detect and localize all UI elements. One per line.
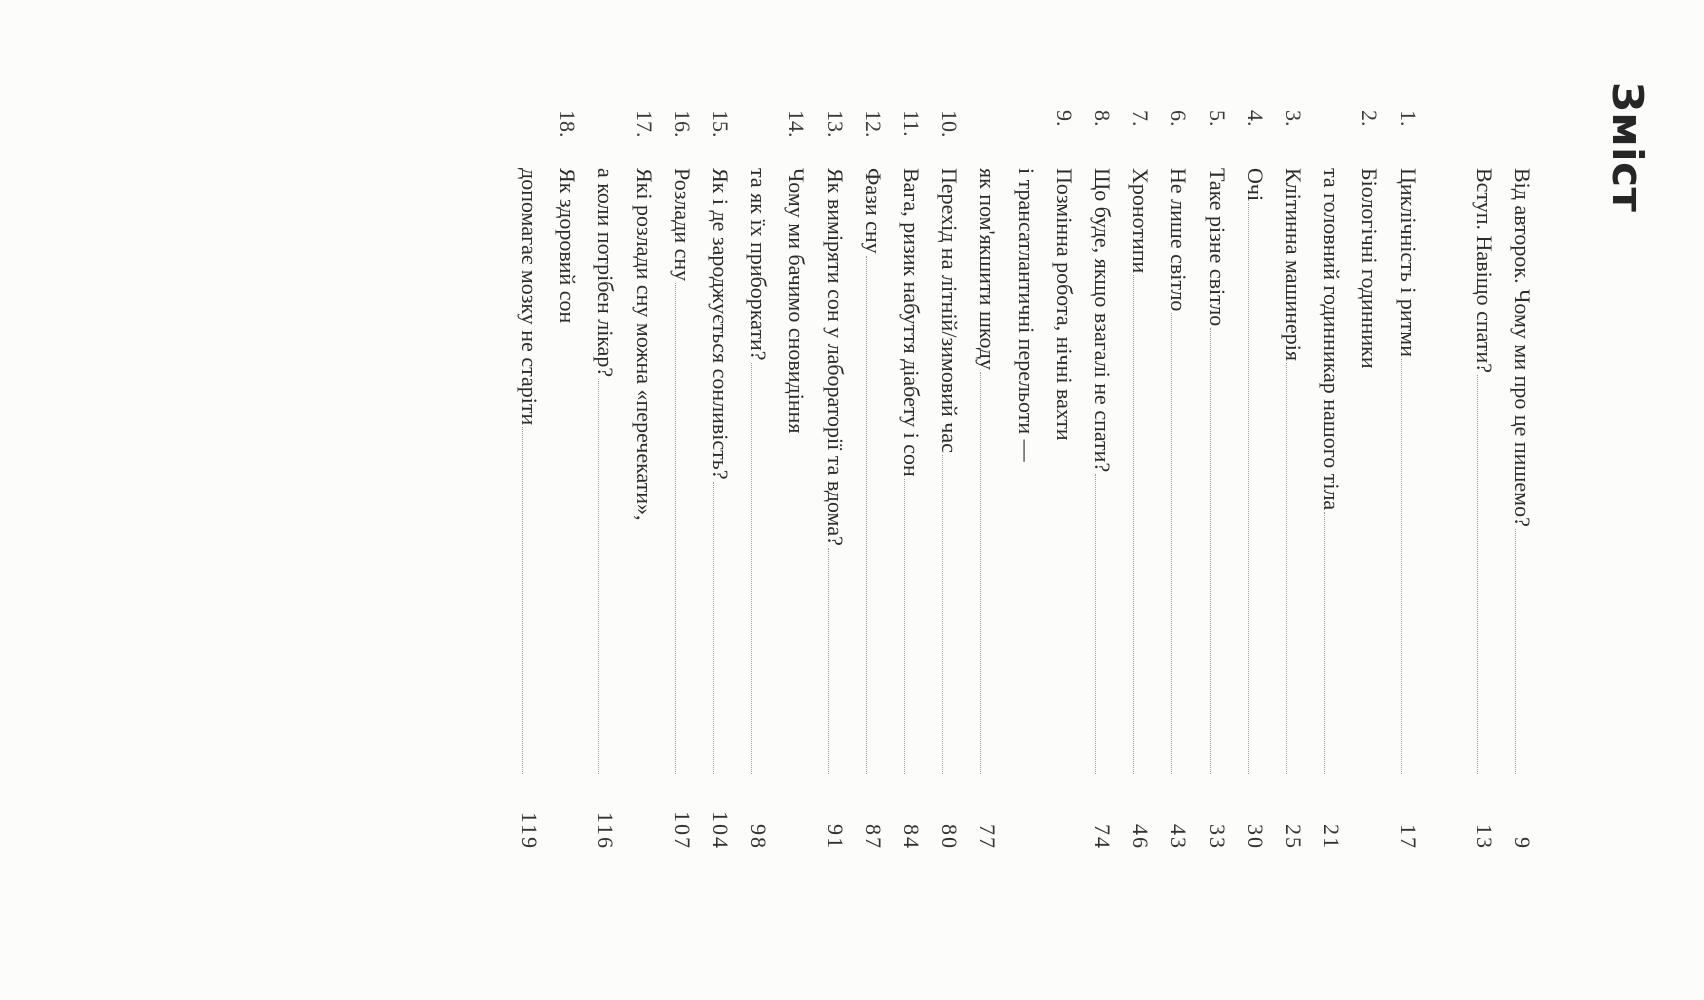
dot-leader	[1248, 203, 1249, 774]
dot-leader	[1210, 328, 1211, 774]
toc-entry-number: 9.	[1051, 110, 1077, 127]
toc-entry-text: Біологічні годинники	[1357, 168, 1383, 369]
toc-entry-text: Перехід на літній/зимовий час	[937, 168, 963, 453]
toc-entry-page: 116	[593, 811, 619, 850]
toc-entry-line	[1319, 168, 1353, 850]
dot-leader	[942, 455, 943, 774]
dot-leader	[713, 482, 714, 774]
toc-entry-line	[784, 110, 818, 850]
page-title: Зміст	[1603, 82, 1652, 213]
dot-leader	[1171, 313, 1172, 774]
toc-entry-page: 30	[1242, 824, 1268, 850]
toc-entry-page: 9	[1510, 837, 1535, 850]
dot-leader	[980, 372, 981, 774]
toc-entry-line	[1014, 168, 1048, 850]
toc-entry-page: 119	[517, 811, 542, 850]
toc-entry-line	[1128, 110, 1162, 850]
dot-leader	[522, 427, 523, 774]
dot-leader	[1401, 359, 1402, 774]
toc-entry-page: 91	[822, 824, 848, 850]
toc-entry-number: 3.	[1281, 110, 1306, 127]
toc-entry-line	[899, 110, 933, 850]
toc-entry-page: 25	[1281, 824, 1306, 850]
toc-entry-text: Вага, ризик набуття діабету і сон	[899, 168, 924, 477]
toc-entry-line	[593, 168, 627, 850]
toc-entry-text: та як їх приборкати?	[746, 168, 772, 361]
toc-entry-text: Які розлади сну можна «перечекати»,	[631, 168, 657, 521]
dot-leader	[1477, 375, 1478, 774]
toc-entry-line	[1090, 110, 1124, 850]
toc-entry-text: Як здоровий сон	[555, 168, 581, 324]
toc-entry-text: Як виміряти сон у лабораторії та вдома?	[822, 168, 848, 546]
toc-entry-text: Вступ. Навіщо спати?	[1471, 168, 1497, 374]
toc-entry-number: 13.	[822, 110, 848, 138]
toc-entry-page: 80	[937, 824, 963, 850]
toc-entry-text: Хронотипи	[1128, 168, 1154, 274]
toc-entry-text: як пом'якшити шкоду	[975, 168, 1001, 371]
toc-entry-line	[746, 168, 780, 850]
toc-entry-number: 2.	[1357, 110, 1383, 127]
toc-entry-page: 77	[975, 824, 1001, 850]
toc-entry-page: 104	[708, 811, 733, 850]
toc-entry-number: 18.	[555, 110, 581, 138]
toc-entry-line	[1357, 110, 1391, 850]
toc-entry-line	[975, 168, 1009, 850]
toc-entry-line	[631, 110, 666, 850]
toc-entry-number: 1.	[1395, 110, 1421, 127]
toc-entry-page: 17	[1395, 824, 1421, 850]
toc-entry-text: Очі	[1242, 168, 1268, 202]
toc-entry-text: Не лише світло	[1166, 168, 1192, 312]
toc-entry-text: допомагає мозку не старіти	[517, 168, 542, 426]
toc-entry-line	[1204, 110, 1239, 850]
dot-leader	[1324, 512, 1325, 774]
toc-entry-line	[1166, 110, 1200, 850]
dot-leader	[598, 379, 599, 774]
toc-entry-line	[1242, 110, 1277, 850]
toc-entry-line	[517, 168, 551, 850]
toc-entry-text: Позмінна робота, нічні вахти	[1051, 168, 1077, 441]
toc-entry-page: 13	[1471, 824, 1497, 850]
dot-leader	[866, 256, 867, 774]
toc-entry-number: 14.	[784, 110, 810, 138]
toc-entry-line	[1395, 110, 1430, 850]
toc-entry-number: 8.	[1090, 110, 1115, 127]
toc-entry-number: 5.	[1204, 110, 1230, 127]
toc-entry-page: 84	[899, 824, 924, 850]
toc-entry-number: 4.	[1242, 110, 1268, 127]
toc-entry-page: 107	[669, 811, 695, 850]
toc-entry-line	[708, 110, 742, 850]
dot-leader	[751, 363, 752, 774]
toc-entry-page: 87	[860, 824, 886, 850]
toc-entry-page: 33	[1204, 824, 1230, 850]
dot-leader	[1515, 529, 1516, 774]
toc-entry-text: Клітинна машинерія	[1281, 168, 1306, 361]
toc-entry-text: Як і де зароджується сонливість?	[708, 168, 733, 480]
dot-leader	[1133, 275, 1134, 774]
toc-list	[0, 110, 1704, 870]
toc-entry-number: 12.	[860, 110, 886, 138]
toc-entry-number: 17.	[631, 110, 657, 138]
dot-leader	[1286, 363, 1287, 774]
toc-entry-page: 21	[1319, 824, 1345, 850]
toc-entry-line	[555, 110, 589, 850]
toc-entry-line	[669, 110, 704, 850]
toc-entry-page: 43	[1166, 824, 1192, 850]
toc-entry-number: 11.	[899, 110, 924, 137]
toc-entry-text: Таке різне світло	[1204, 168, 1230, 327]
toc-entry-text: Що буде, якщо взагалі не спати?	[1090, 168, 1115, 473]
dot-leader	[904, 479, 905, 774]
toc-entry-text: Розлади сну	[669, 168, 695, 282]
dot-leader	[1095, 474, 1096, 774]
toc-entry-page: 46	[1128, 824, 1154, 850]
toc-entry-line	[937, 110, 971, 850]
toc-entry-line	[860, 110, 895, 850]
toc-entry-number: 7.	[1128, 110, 1154, 127]
toc-entry-text: Циклічність і ритми	[1395, 168, 1421, 357]
toc-entry-number: 15.	[708, 110, 733, 138]
toc-entry-number: 16.	[669, 110, 695, 138]
toc-entry-text: а коли потрібен лікар?	[593, 168, 619, 378]
toc-entry-line	[1510, 168, 1544, 850]
toc-entry-text: Фази сну	[860, 168, 886, 254]
toc-entry-line	[1281, 110, 1315, 850]
toc-entry-text: Чому ми бачимо сновидіння	[784, 168, 810, 434]
toc-entry-line	[1051, 110, 1086, 850]
toc-entry-number: 6.	[1166, 110, 1192, 127]
toc-entry-page: 74	[1090, 824, 1115, 850]
toc-entry-line	[1472, 168, 1506, 850]
toc-entry-page: 98	[746, 824, 772, 850]
toc-entry-text: і трансатлантичні перельоти —	[1013, 168, 1039, 462]
toc-entry-number: 10.	[937, 110, 963, 138]
dot-leader	[675, 283, 676, 774]
dot-leader	[828, 548, 829, 774]
toc-entry-line	[822, 110, 857, 850]
toc-entry-text: Від авторок. Чому ми про це пишемо?	[1510, 168, 1535, 527]
toc-entry-text: та головний годинникар нашого тіла	[1319, 168, 1345, 511]
